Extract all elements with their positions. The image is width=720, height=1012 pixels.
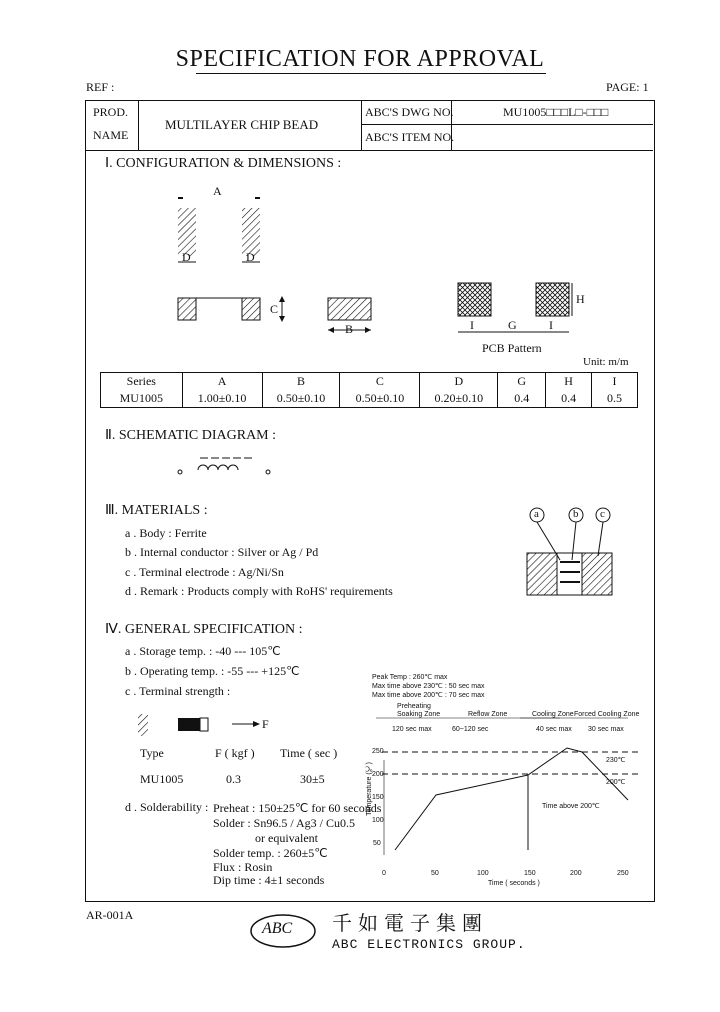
strength-type: MU1005: [140, 772, 184, 786]
y-tick: 250: [372, 748, 384, 755]
label-i-right: I: [549, 318, 553, 332]
page-number: PAGE: 1: [606, 80, 649, 94]
x-tick: 0: [382, 870, 386, 877]
header-cell: G: [498, 373, 546, 391]
header-cell: B: [262, 373, 340, 391]
ref-label: REF :: [86, 80, 115, 94]
solder-line: Dip time : 4±1 seconds: [213, 873, 325, 887]
cell: 0.20±0.10: [420, 390, 498, 408]
label-c: C: [270, 302, 279, 316]
section4-heading: Ⅳ. GENERAL SPECIFICATION :: [105, 622, 303, 637]
solder-line: Solder : Sn96.5 / Ag3 / Cu0.5: [213, 816, 356, 830]
zone-note: 30 sec max: [588, 726, 624, 733]
header-cell: C: [340, 373, 420, 391]
item-label: ABC'S ITEM NO.: [365, 130, 455, 144]
solder-line: Preheat : 150±25℃ for 60 seconds: [213, 801, 382, 815]
cell: 1.00±0.10: [182, 390, 262, 408]
y-tick: 50: [373, 840, 381, 847]
spec-item: b . Operating temp. : -55 --- +125℃: [125, 664, 300, 678]
spec-item: a . Storage temp. : -40 --- 105℃: [125, 644, 281, 658]
zone-label: Reflow Zone: [468, 711, 508, 718]
label-i-left: I: [470, 318, 474, 332]
x-tick: 50: [431, 870, 439, 877]
dwg-value: MU1005□□□L□-□□□: [503, 105, 609, 119]
material-item: b . Internal conductor : Silver or Ag / Pd: [125, 545, 319, 559]
unit-label: Unit: m/m: [583, 356, 629, 368]
spec-item: c . Terminal strength :: [125, 684, 231, 698]
solder-line: or equivalent: [255, 831, 318, 845]
x-tick: 100: [477, 870, 489, 877]
label-a: A: [213, 184, 222, 198]
pcb-pattern-label: PCB Pattern: [482, 341, 542, 355]
reflow-profile-chart: [376, 718, 642, 855]
callout-a: a: [534, 508, 539, 520]
terminal-strength-symbol: [138, 714, 260, 736]
page-title: SPECIFICATION FOR APPROVAL: [175, 46, 545, 72]
y-tick: 200: [372, 771, 384, 778]
company-name-cn: 千如電子集團: [332, 911, 488, 935]
zone-note: 120 sec max: [392, 726, 432, 733]
solder-line: Flux : Rosin: [213, 860, 273, 874]
schematic-symbol: [178, 458, 270, 474]
chart-note: Max time above 230℃ : 50 sec max: [372, 683, 485, 690]
prod-label: PROD.: [93, 105, 129, 119]
label-d-left: D: [182, 250, 191, 264]
company-name-en: ABC ELECTRONICS GROUP.: [332, 937, 526, 952]
time-above-label: Time above 200℃: [542, 803, 600, 810]
x-axis-label: Time ( seconds ): [488, 880, 540, 887]
solderability-label: d . Solderability :: [125, 800, 209, 814]
header-cell: H: [546, 373, 592, 391]
cell: 0.4: [498, 390, 546, 408]
label-d-right: D: [246, 250, 255, 264]
callout-b: b: [573, 508, 579, 520]
callout-c: c: [600, 508, 605, 520]
material-item: c . Terminal electrode : Ag/Ni/Sn: [125, 565, 284, 579]
solder-line: Solder temp. : 260±5℃: [213, 846, 328, 860]
product-name: MULTILAYER CHIP BEAD: [165, 117, 319, 132]
header-cell: D: [420, 373, 498, 391]
strength-header-force: F ( kgf ): [215, 746, 255, 760]
zone-label: Soaking Zone: [397, 711, 441, 718]
header-cell: I: [592, 373, 638, 391]
ref-label-200: 200℃: [606, 779, 626, 786]
table-header-row: [101, 373, 638, 391]
zone-label: Preheating: [397, 703, 431, 710]
material-item: d . Remark : Products comply with RoHS' requirements: [125, 584, 393, 598]
form-number: AR-001A: [86, 908, 134, 922]
zone-label: Forced Cooling Zone: [574, 711, 640, 718]
cell: 0.50±0.10: [262, 390, 340, 408]
strength-force: 0.3: [226, 772, 241, 786]
header-cell: Series: [101, 373, 183, 391]
zone-note: 40 sec max: [536, 726, 572, 733]
cell: 0.4: [546, 390, 592, 408]
strength-header-time: Time ( sec ): [280, 746, 338, 760]
y-tick: 100: [372, 817, 384, 824]
chip-side-view: [178, 296, 285, 322]
label-h: H: [576, 292, 585, 306]
cell: 0.50±0.10: [340, 390, 420, 408]
name-label: NAME: [93, 128, 129, 142]
section3-heading: Ⅲ. MATERIALS :: [105, 503, 208, 518]
header-cell: A: [182, 373, 262, 391]
dimension-table: [100, 372, 638, 408]
strength-header-type: Type: [140, 746, 164, 760]
y-tick: 150: [372, 794, 384, 801]
strength-time: 30±5: [300, 772, 325, 786]
x-tick: 200: [570, 870, 582, 877]
label-g: G: [508, 318, 517, 332]
force-label: F: [262, 717, 269, 731]
dwg-label: ABC'S DWG NO.: [365, 105, 454, 119]
ref-label-230: 230℃: [606, 757, 626, 764]
label-b: B: [345, 322, 354, 336]
cell: 0.5: [592, 390, 638, 408]
material-item: a . Body : Ferrite: [125, 526, 207, 540]
zone-note: 60~120 sec: [452, 726, 489, 733]
logo-text: ABC: [262, 920, 293, 937]
materials-cross-section: [527, 508, 612, 595]
table-row: [101, 390, 638, 408]
chart-note: Max time above 200℃ : 70 sec max: [372, 692, 485, 699]
zone-label: Cooling Zone: [532, 711, 574, 718]
x-tick: 150: [524, 870, 536, 877]
x-tick: 250: [617, 870, 629, 877]
cell: MU1005: [101, 390, 183, 408]
y-axis-label: Temperature (℃): [366, 762, 373, 816]
section2-heading: Ⅱ. SCHEMATIC DIAGRAM :: [105, 428, 277, 443]
section1-heading: Ⅰ. CONFIGURATION & DIMENSIONS :: [105, 156, 342, 171]
chart-note: Peak Temp : 260℃ max: [372, 674, 448, 681]
